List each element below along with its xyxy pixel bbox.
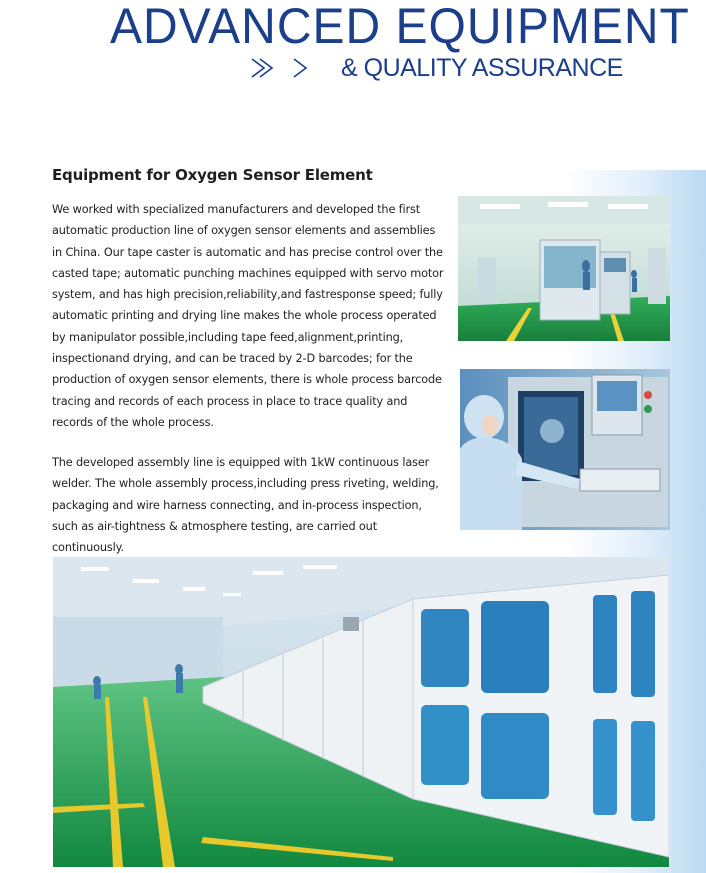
double-chevron-right-icon [250,56,310,80]
operator-machine-photo [460,369,670,530]
page-subtitle: & QUALITY ASSURANCE [341,54,623,82]
assembly-line-photo [53,557,669,867]
cleanroom-line-photo [458,196,670,341]
section-heading: Equipment for Oxygen Sensor Element [52,166,373,184]
body-paragraph-1: We worked with specialized manufacturers and developed the first automatic production line of oxygen sensor elements and assemblies in China. Our tape caster is automatic and has precise control over the casted tape; automatic punching machines equipped with servo motor system, and has high precision,reliability,and fastresponse speed; fully automatic printing and drying line makes the whole process operated by manipulator possible,including tape feed,alignment,printing, inspectionand drying, and can be traced by 2-D barcodes; for the production of oxygen sensor elements, there is whole process barcode tracing and records of each process in place to trace quality and records of the whole process. [52,203,444,429]
body-paragraph-2: The developed assembly line is equipped with 1kW continuous laser welder. The whole assembly process,including press riveting, welding, packaging and wire harness connecting, and in-process inspection, such as air-tightness & atmosphere testing, are carried out continuously. [52,456,439,555]
page-title: ADVANCED EQUIPMENT [110,0,690,55]
